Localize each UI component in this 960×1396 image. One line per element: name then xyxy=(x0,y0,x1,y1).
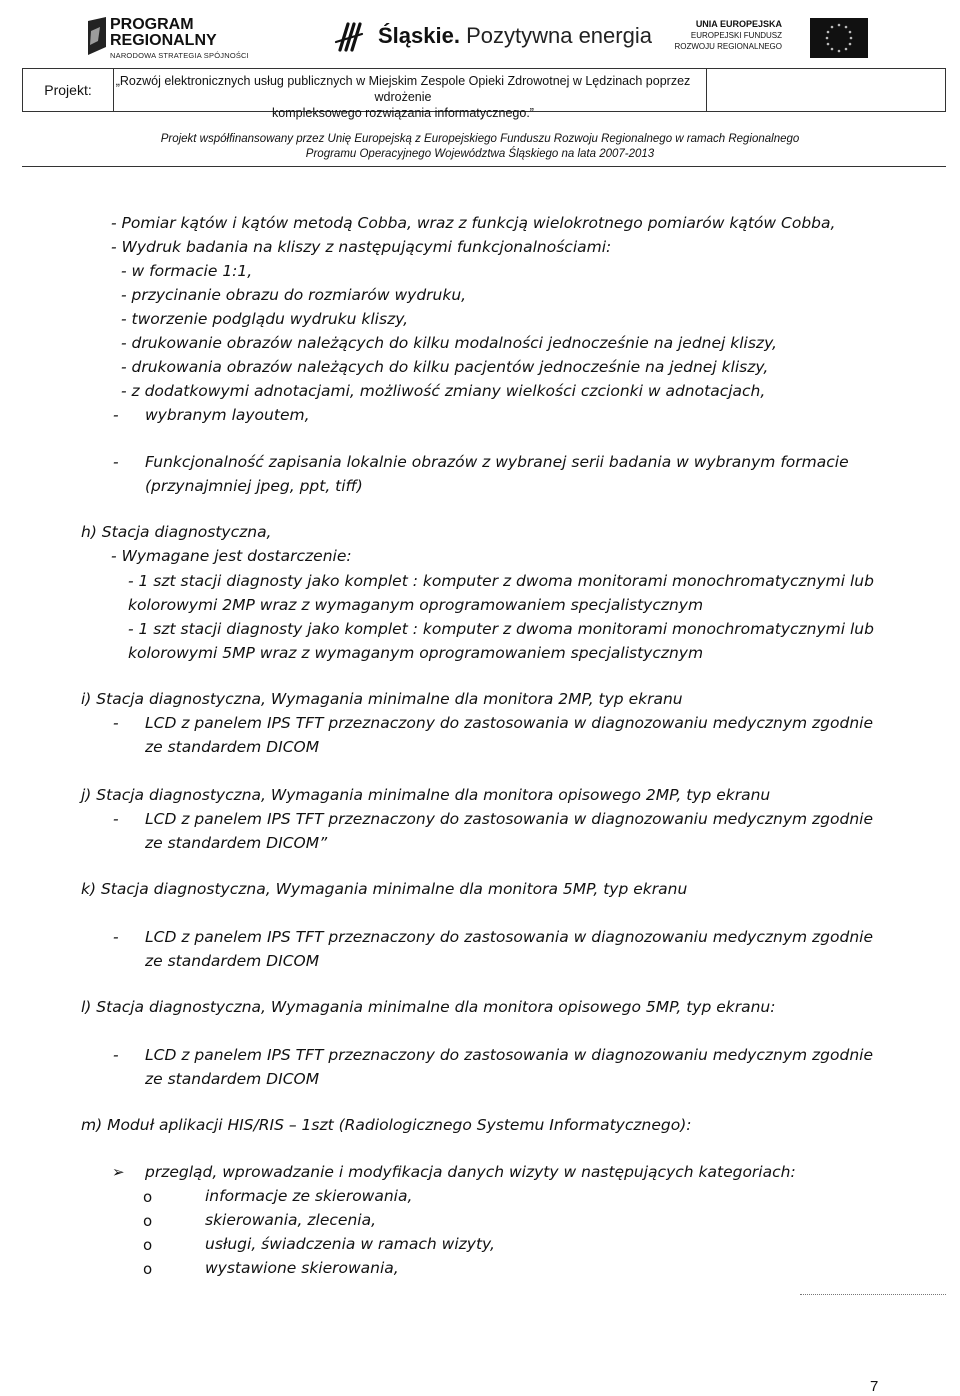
list-item: informacje ze skierowania, xyxy=(205,1187,413,1205)
project-title-line1: „Rozwój elektronicznych usług publicznych w Miejskim Zespole Opieki Zdrowotnej w Lędzinach poprzez wdrożenie xyxy=(115,74,691,104)
text-line: - 1 szt stacji diagnosty jako komplet : komputer z dwoma monitorami monochromatycznymi lub xyxy=(128,572,874,590)
cofinancing-line2: Programu Operacyjnego Województwa Śląskiego na lata 2007-2013 xyxy=(305,148,655,160)
project-title xyxy=(113,73,693,121)
project-table-divider xyxy=(706,69,707,111)
text-line: ze standardem DICOM xyxy=(145,1070,320,1088)
list-item: wystawione skierowania, xyxy=(205,1259,399,1277)
text-line: LCD z panelem IPS TFT przeznaczony do zastosowania w diagnozowaniu medycznym zgodnie xyxy=(145,714,873,732)
footer-dotted-rule xyxy=(800,1294,946,1295)
list-dash: - xyxy=(113,928,119,946)
program-subtitle: NARODOWA STRATEGIA SPÓJNOŚCI xyxy=(110,51,249,60)
text-line: - drukowanie obrazów należących do kilku modalności jednocześnie na jednej kliszy, xyxy=(121,334,777,352)
text-line: (przynajmniej jpeg, ppt, tiff) xyxy=(145,477,363,495)
text-line: kolorowymi 2MP wraz z wymaganym oprogramowaniem specjalistycznym xyxy=(128,596,704,614)
slaskie-slogan: Pozytywna energia xyxy=(466,23,652,48)
cofinancing-note xyxy=(0,132,960,162)
circle-bullet-icon: o xyxy=(143,1212,153,1230)
section-heading: k) Stacja diagnostyczna, Wymagania minimalne dla monitora 5MP, typ ekranu xyxy=(81,880,688,898)
eu-line3: ROZWOJU REGIONALNEGO xyxy=(674,42,782,51)
text-line: - Wydruk badania na kliszy z następującymi funkcjonalnościami: xyxy=(111,238,612,256)
section-heading: j) Stacja diagnostyczna, Wymagania minimalne dla monitora opisowego 2MP, typ ekranu xyxy=(81,786,771,804)
program-line2: REGIONALNY xyxy=(110,32,217,49)
list-dash: - xyxy=(113,453,119,471)
section-heading: h) Stacja diagnostyczna, xyxy=(81,523,272,541)
text-line: - z dodatkowymi adnotacjami, możliwość zmiany wielkości czcionki w adnotacjach, xyxy=(121,382,766,400)
circle-bullet-icon: o xyxy=(143,1260,153,1278)
text-line: - Pomiar kątów i kątów metodą Cobba, wraz z funkcją wielokrotnego pomiarów kątów Cobba, xyxy=(111,214,836,232)
slaskie-stripes-icon xyxy=(330,20,364,54)
list-item: usługi, świadczenia w ramach wizyty, xyxy=(205,1235,495,1253)
program-line1: PROGRAM xyxy=(110,16,194,33)
text-line: ze standardem DICOM” xyxy=(145,834,328,852)
header-logo-bar xyxy=(0,0,960,68)
eu-line2: EUROPEJSKI FUNDUSZ xyxy=(690,31,782,40)
section-heading: l) Stacja diagnostyczna, Wymagania minimalne dla monitora opisowego 5MP, typ ekranu: xyxy=(81,998,776,1016)
circle-bullet-icon: o xyxy=(143,1188,153,1206)
section-heading: m) Moduł aplikacji HIS/RIS – 1szt (Radiologicznego Systemu Informatycznego): xyxy=(81,1116,692,1134)
list-item: skierowania, zlecenia, xyxy=(205,1211,376,1229)
list-dash: - xyxy=(113,1046,119,1064)
cofinancing-line1: Projekt współfinansowany przez Unię Europejską z Europejskiego Funduszu Rozwoju Regionalnego w ramach Regionalnego xyxy=(160,133,800,145)
text-line: - w formacie 1:1, xyxy=(121,262,253,280)
text-line: ze standardem DICOM xyxy=(145,738,320,756)
eu-flag-icon xyxy=(810,18,868,58)
text-line: - przycinanie obrazu do rozmiarów wydruku, xyxy=(121,286,467,304)
text-line: wybranym layoutem, xyxy=(145,406,310,424)
text-line: LCD z panelem IPS TFT przeznaczony do zastosowania w diagnozowaniu medycznym zgodnie xyxy=(145,1046,873,1064)
project-info-table xyxy=(22,68,946,120)
text-line: - drukowania obrazów należących do kilku pacjentów jednocześnie na jednej kliszy, xyxy=(121,358,769,376)
program-regionalny-logo xyxy=(86,13,266,63)
program-flag-icon xyxy=(86,17,108,55)
text-line: Funkcjonalność zapisania lokalnie obrazów z wybranej serii badania w wybranym formacie xyxy=(145,453,849,471)
eu-line1: UNIA EUROPEJSKA xyxy=(695,19,782,29)
list-dash: - xyxy=(113,406,119,424)
slaskie-wordmark xyxy=(378,23,652,49)
text-line: - tworzenie podglądu wydruku kliszy, xyxy=(121,310,409,328)
program-logo-text xyxy=(110,17,217,49)
project-label: Projekt: xyxy=(23,69,114,111)
project-title-line2: kompleksowego rozwiązania informatycznego.” xyxy=(272,106,534,120)
list-dash: - xyxy=(113,810,119,828)
text-line: LCD z panelem IPS TFT przeznaczony do zastosowania w diagnozowaniu medycznym zgodnie xyxy=(145,928,873,946)
text-line: - Wymagane jest dostarczenie: xyxy=(111,547,352,565)
slaskie-brand: Śląskie. xyxy=(378,23,460,48)
text-line: ze standardem DICOM xyxy=(145,952,320,970)
circle-bullet-icon: o xyxy=(143,1236,153,1254)
text-line: LCD z panelem IPS TFT przeznaczony do zastosowania w diagnozowaniu medycznym zgodnie xyxy=(145,810,873,828)
eu-logo xyxy=(648,18,868,58)
header-divider xyxy=(22,166,946,167)
text-line: przegląd, wprowadzanie i modyfikacja danych wizyty w następujących kategoriach: xyxy=(145,1163,796,1181)
arrow-bullet-icon: ➢ xyxy=(112,1163,125,1181)
eu-logo-text xyxy=(674,19,782,52)
page-number: 7 xyxy=(870,1378,879,1395)
list-dash: - xyxy=(113,714,119,732)
text-line: kolorowymi 5MP wraz z wymaganym oprogramowaniem specjalistycznym xyxy=(128,644,704,662)
text-line: - 1 szt stacji diagnosty jako komplet : komputer z dwoma monitorami monochromatycznymi lub xyxy=(128,620,874,638)
section-heading: i) Stacja diagnostyczna, Wymagania minimalne dla monitora 2MP, typ ekranu xyxy=(81,690,683,708)
